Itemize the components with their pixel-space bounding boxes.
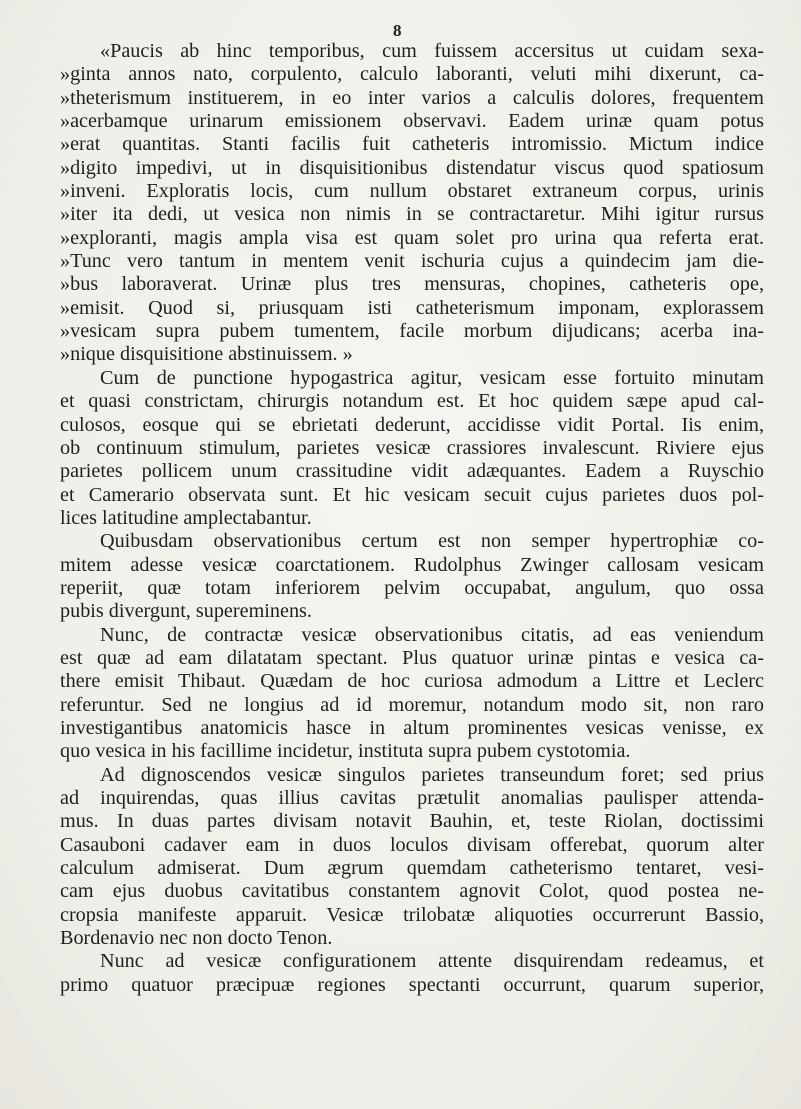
text-line: »nique disquisitione abstinuissem. »: [60, 343, 353, 366]
text-line: primo quatuor præcipuæ regiones spectanti occurrunt, quarum superior,: [60, 973, 764, 996]
text-line: est quæ ad eam dilatatam spectant. Plus quatuor urinæ pintas e vesica ca-: [60, 646, 764, 669]
text-line: Quibusdam observationibus certum est non semper hypertrophiæ co-: [100, 530, 764, 553]
text-line: »Tunc vero tantum in mentem venit ischuria cujus a quindecim jam die-: [60, 250, 764, 273]
text-line: »bus laboraverat. Urinæ plus tres mensuras, chopines, catheteris ope,: [60, 273, 764, 296]
page-number: 8: [393, 21, 402, 40]
text-line: »acerbamque urinarum emissionem observavi. Eadem urinæ quam potus: [60, 110, 764, 133]
text-line: pubis divergunt, supereminens.: [60, 600, 312, 623]
text-line: Nunc, de contractæ vesicæ observationibus citatis, ad eas veniendum: [100, 623, 764, 646]
text-line: Ad dignoscendos vesicæ singulos parietes transeundum foret; sed prius: [100, 763, 764, 786]
text-line: ad inquirendas, quas illius cavitas prætulit anomalias paulisper attenda-: [60, 787, 764, 809]
text-line: »digito impedivi, ut in disquisitionibus distendatur viscus quod spatiosum: [60, 156, 764, 179]
text-line: »emisit. Quod si, priusquam isti catheterismum imponam, explorassem: [60, 296, 764, 319]
text-line: »theterismum instituerem, in eo inter varios a calculis dolores, frequentem: [60, 86, 764, 109]
text-line: investigantibus anatomicis hasce in altum prominentes vesicas venisse, ex: [60, 716, 764, 739]
text-line: calculum admiserat. Dum ægrum quemdam catheterismo tentaret, vesi-: [60, 857, 764, 880]
text-line: »inveni. Exploratis locis, cum nullum obstaret extraneum corpus, urinis: [60, 180, 764, 203]
text-line: Bordenavio nec non docto Tenon.: [60, 927, 333, 950]
text-line: »erat quantitas. Stanti facilis fuit catheteris intromissio. Mictum indice: [60, 133, 764, 156]
text-line: Casauboni cadaver eam in duos loculos divisam offerebat, quorum alter: [60, 833, 764, 856]
text-line: »vesicam supra pubem tumentem, facile morbum dijudicans; acerba ina-: [60, 320, 764, 343]
text-line: cropsia manifeste apparuit. Vesicæ trilobatæ aliquoties occurrerunt Bassio,: [60, 903, 764, 926]
text-line: »exploranti, magis ampla visa est quam solet pro urina qua referta erat.: [60, 226, 764, 249]
text-line: culosos, eosque qui se ebrietati dederunt, accidisse vidit Portal. Iis enim,: [60, 413, 764, 436]
text-line: ob continuum stimulum, parietes vesicæ crassiores invalescunt. Riviere ejus: [60, 436, 764, 459]
text-line: »ginta annos nato, corpulento, calculo laboranti, veluti mihi dixerunt, ca-: [60, 63, 764, 86]
text-line: there emisit Thibaut. Quædam de hoc curiosa admodum a Littre et Leclerc: [60, 670, 764, 693]
text-line: »iter ita dedi, ut vesica non nimis in se contractaretur. Mihi igitur rursus: [60, 203, 764, 226]
text-line: reperiit, quæ totam inferiorem pelvim occupabat, angulum, quo ossa: [60, 576, 764, 599]
body-text: [60, 40, 764, 997]
text-line: et Camerario observata sunt. Et hic vesicam secuit cujus parietes duos pol-: [60, 483, 764, 506]
text-line: mitem adesse vesicæ coarctationem. Rudolphus Zwinger callosam vesicam: [60, 553, 764, 576]
text-line: Cum de punctione hypogastrica agitur, vesicam esse fortuito minutam: [100, 366, 764, 389]
text-line: cam ejus duobus cavitatibus constantem agnovit Colot, quod postea ne-: [60, 880, 764, 903]
text-line: «Paucis ab hinc temporibus, cum fuissem accersitus ut cuidam sexa-: [100, 40, 764, 62]
text-line: quo vesica in his facillime incidetur, instituta supra pubem cystotomia.: [60, 740, 631, 763]
text-line: lices latitudine amplectabantur.: [60, 506, 312, 529]
text-line: Nunc ad vesicæ configurationem attente disquirendam redeamus, et: [100, 950, 764, 973]
text-line: referuntur. Sed ne longius ad id moremur, notandum modo sit, non raro: [60, 693, 764, 716]
text-line: parietes pollicem unum crassitudine vidit adæquantes. Eadem a Ruyschio: [60, 460, 764, 483]
text-line: mus. In duas partes divisam notavit Bauhin, et, teste Riolan, doctissimi: [60, 810, 764, 833]
text-line: et quasi constrictam, chirurgis notandum est. Et hoc quidem sæpe apud cal-: [60, 390, 764, 413]
